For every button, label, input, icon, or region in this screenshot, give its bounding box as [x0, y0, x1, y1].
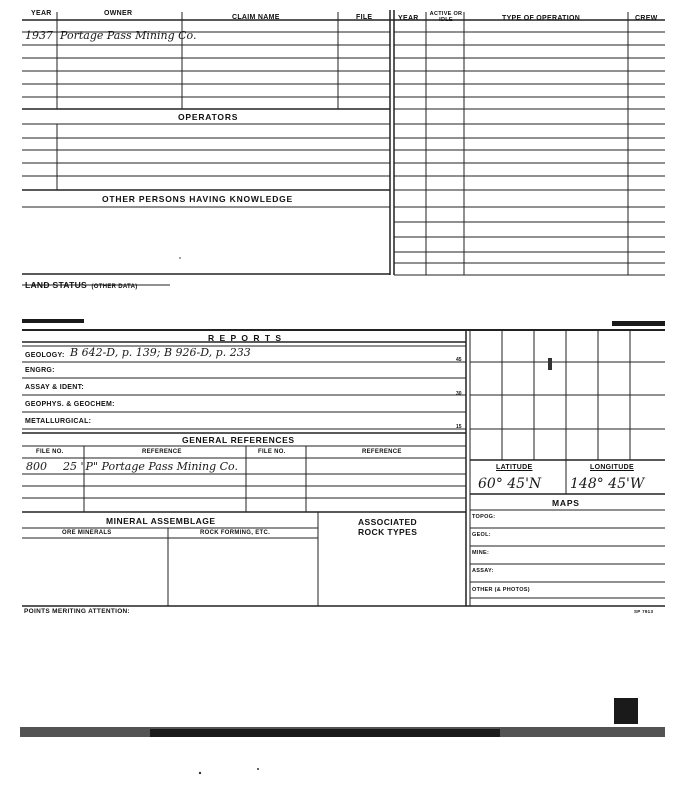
assay-label: ASSAY & IDENT: [25, 384, 85, 391]
geophys-label: GEOPHYS. & GEOCHEM: [25, 401, 115, 408]
associated-rock-types-line2: ROCK TYPES [358, 527, 418, 537]
gen-ref-header-reference-2: REFERENCE [362, 449, 402, 455]
header-owner: OWNER [104, 10, 133, 17]
metallurgical-label: METALLURGICAL: [25, 418, 92, 425]
maps-title: MAPS [552, 498, 580, 508]
other-persons-title: OTHER PERSONS HAVING KNOWLEDGE [102, 194, 294, 204]
header-claim-name: CLAIM NAME [232, 14, 280, 21]
general-references-title: GENERAL REFERENCES [182, 435, 295, 445]
geology-value: B 642-D, p. 139; B 926-D, p. 233 [70, 346, 251, 359]
header-type-of-operation: TYPE OF OPERATION [502, 15, 581, 22]
maps-geol-label: GEOL: [472, 532, 491, 538]
form-number: SP 7913 [634, 609, 654, 614]
gen-ref-header-reference: REFERENCE [142, 449, 182, 455]
geology-label: GEOLOGY: [25, 352, 65, 359]
latitude-value: 60° 45'N [478, 476, 542, 492]
land-status-label: LAND STATUS [25, 280, 88, 290]
header-file: FILE [356, 14, 373, 21]
maps-other-label: OTHER (& PHOTOS) [472, 587, 530, 593]
header-year-right: YEAR [398, 15, 419, 22]
owner-name-entry: Portage Pass Mining Co. [60, 29, 197, 42]
rock-forming-header: ROCK FORMING, ETC. [200, 530, 271, 536]
ore-minerals-header: ORE MINERALS [62, 530, 112, 536]
associated-rock-types-line1: ASSOCIATED [358, 517, 418, 527]
scale-number: 45 [456, 357, 462, 363]
gen-ref-file-no-entry: 800 [26, 460, 47, 473]
reports-title: R E P O R T S [208, 333, 283, 343]
owner-year-entry: 1937 [25, 29, 53, 42]
latitude-label: LATITUDE [496, 464, 533, 471]
land-status [25, 275, 138, 293]
header-active-idle: ACTIVE OR IDLE [429, 11, 463, 23]
gen-ref-header-file-no-2: FILE NO. [258, 449, 286, 455]
engrg-label: ENGRG: [25, 367, 55, 374]
scale-number: 15 [456, 424, 462, 430]
maps-topog-label: TOPOG: [472, 514, 496, 520]
scale-number: 30 [456, 391, 462, 397]
longitude-value: 148° 45'W [570, 476, 645, 492]
header-crew: CREW [635, 15, 658, 22]
longitude-label: LONGITUDE [590, 464, 634, 471]
points-meriting-attention-label: POINTS MERITING ATTENTION: [24, 608, 131, 615]
operators-title: OPERATORS [178, 112, 239, 122]
gen-ref-reference-entry: 25 "P" Portage Pass Mining Co. [63, 460, 238, 473]
mineral-assemblage-title: MINERAL ASSEMBLAGE [106, 516, 216, 526]
land-status-note: (OTHER DATA) [91, 284, 138, 290]
maps-mine-label: MINE: [472, 550, 490, 556]
gen-ref-header-file-no: FILE NO. [36, 449, 64, 455]
header-year: YEAR [31, 10, 52, 17]
maps-assay-label: ASSAY: [472, 568, 494, 574]
